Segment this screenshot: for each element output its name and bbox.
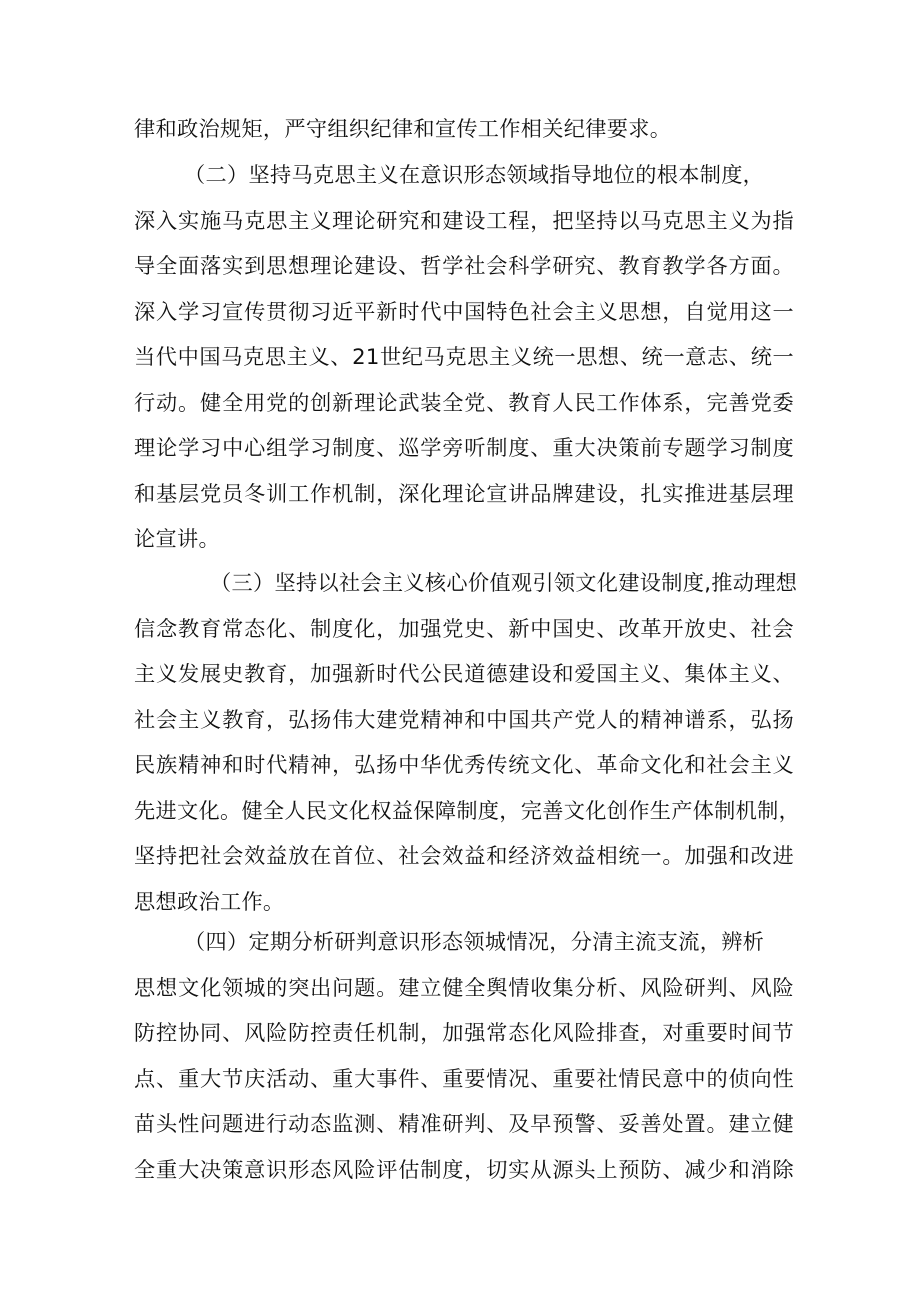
text-line: 坚持把社会效益放在首位、社会效益和经济效益相统一。加强和改进: [134, 843, 794, 868]
text-line: 理论学习中心组学习制度、巡学旁听制度、重大决策前专题学习制度: [134, 435, 794, 460]
text-line: 当代中国马克思主义、21世纪马克思主义统一思想、统一意志、统一: [134, 344, 794, 369]
text-line: 深入学习宣传贯彻习近平新时代中国特色社会主义思想，自觉用这一: [134, 298, 794, 324]
text-line: 思想政治工作。: [134, 888, 285, 914]
paragraph-section-3: [134, 560, 801, 924]
text-line: 思想文化领城的突出问题。建立健全舆情收集分析、风险研判、风险: [134, 974, 794, 1000]
text-line: 导全面落实到思想理论建设、哲学社会科学研究、教育教学各方面。: [134, 253, 794, 278]
text-line: 深入实施马克思主义理论研究和建设工程，把坚持以马克思主义为指: [134, 207, 794, 233]
text-line: 社会主义教育，弘扬伟大建党精神和中国共产党人的精神谱系，弘扬: [134, 706, 794, 732]
text-line: （三）坚持以社会主义核心价值观引领文化建设制度,推动理想: [210, 570, 798, 595]
text-line: （四）定期分析研判意识形态领城情况，分清主流支流，辨析: [184, 929, 765, 954]
paragraph-section-2: [134, 152, 794, 562]
text-line: 点、重大节庆活动、重大事件、重要情况、重要社情民意中的侦向性: [134, 1065, 794, 1091]
text-line: （二）坚持马克思主义在意识形态领域指导地位的根本制度，: [184, 162, 765, 187]
paragraph-continuation: [134, 106, 794, 152]
text-line: 主义发展史教育，加强新时代公民道德建设和爱国主义、集体主义、: [134, 661, 794, 686]
text-line: 行动。健全用党的创新理论武装全党、教育人民工作体系，完善党委: [134, 389, 794, 415]
text-line: 先进文化。健全人民文化权益保障制度，完善文化创作生产体制机制，: [134, 797, 801, 823]
text-line: 论宣讲。: [134, 526, 220, 551]
text-line: 和基层党员冬训工作机制，深化理论宣讲品牌建设，扎实推进基层理: [134, 480, 794, 506]
paragraph-section-4: [134, 919, 794, 1192]
text-line: 防控协同、风险防控责任机制，加强常态化风险排查，对重要时间节: [134, 1020, 794, 1045]
text-line: 民族精神和时代精神，弘扬中华优秀传统文化、革命文化和社会主义: [134, 752, 794, 777]
text-line: 信念教育常态化、制度化，加强党史、新中国史、改革开放史、社会: [134, 615, 794, 641]
text-line: 苗头性问题进行动态监测、精准研判、及早预警、妥善处置。建立健: [134, 1111, 794, 1136]
text-line: 律和政治规矩，严守组织纪律和宣传工作相关纪律要求。: [134, 116, 672, 141]
text-line: 全重大决策意识形态风险评估制度，切实从源头上预防、减少和消除: [134, 1156, 794, 1182]
